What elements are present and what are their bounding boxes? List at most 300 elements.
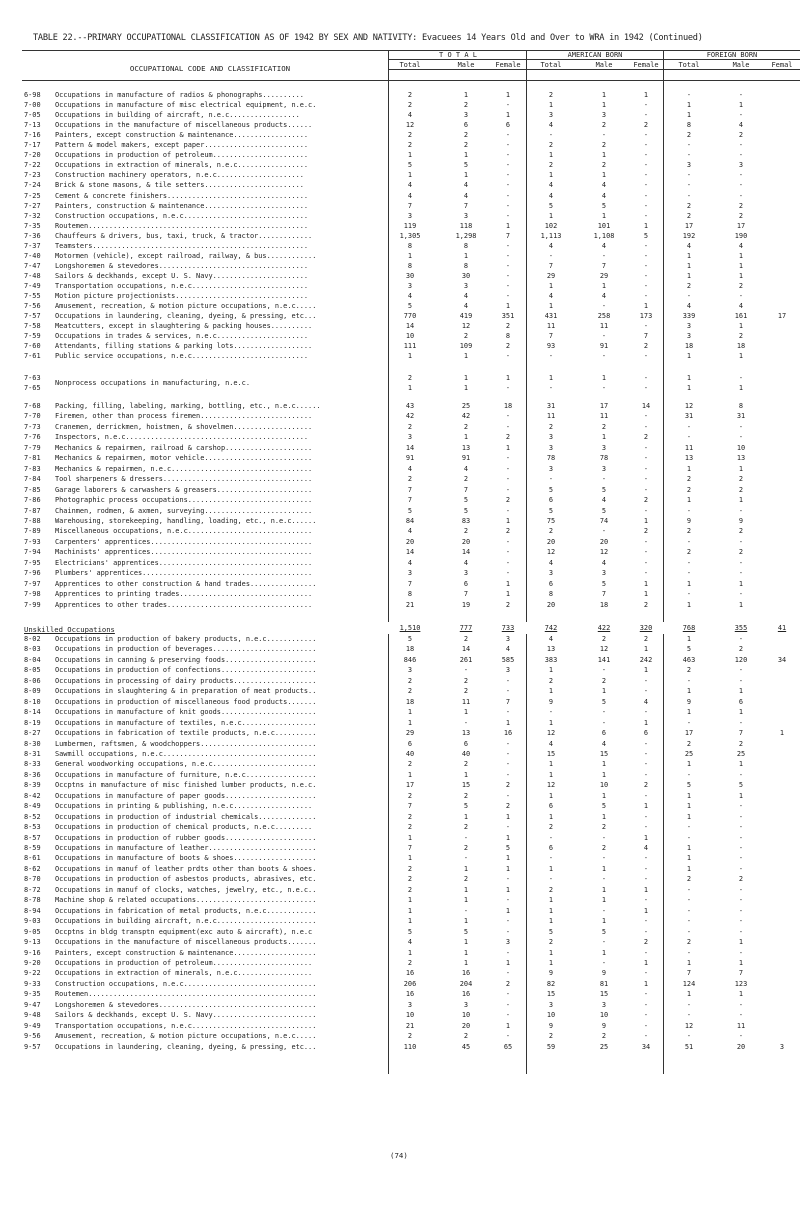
- cell-american-male: 1: [601, 281, 607, 290]
- cell-foreign-male: -: [738, 770, 744, 779]
- row-code: 7-87: [24, 506, 41, 515]
- cell-total-total: 7: [407, 802, 413, 811]
- cell-american-female: 1: [643, 579, 649, 588]
- cell-total-female: 2: [505, 600, 511, 609]
- table-row: [0, 231, 800, 241]
- row-code: 7-58: [24, 322, 41, 331]
- cell-total-female: -: [505, 201, 511, 210]
- cell-american-total: 1: [548, 791, 554, 800]
- cell-foreign-total: 51: [684, 1042, 694, 1051]
- cell-american-total: 29: [546, 271, 556, 280]
- cell-american-male: 1: [601, 885, 607, 894]
- cell-american-female: -: [643, 454, 649, 463]
- cell-foreign-total: 2: [686, 938, 692, 947]
- cell-american-male: 91: [599, 342, 609, 351]
- cell-total-total: 770: [403, 312, 417, 321]
- header-american-total: Total: [540, 61, 562, 69]
- cell-american-female: 1: [643, 802, 649, 811]
- cell-american-male: 5: [601, 579, 607, 588]
- header-group-total: T O T A L: [439, 51, 477, 59]
- table-row: [0, 432, 800, 442]
- cell-foreign-male: -: [738, 864, 744, 873]
- cell-foreign-male: 3: [738, 161, 744, 170]
- row-code: 8-03: [24, 645, 41, 654]
- cell-total-male: -: [463, 906, 469, 915]
- cell-total-female: 1: [505, 111, 511, 120]
- table-row: [0, 383, 800, 393]
- cell-american-male: -: [601, 958, 607, 967]
- cell-foreign-male: 1: [738, 101, 744, 110]
- cell-total-female: -: [505, 896, 511, 905]
- cell-total-total: 42: [405, 412, 415, 421]
- row-label: Occupations in manufacture of furniture, n.e.c.................: [55, 770, 317, 779]
- cell-foreign-male: -: [738, 141, 744, 150]
- cell-total-female: -: [505, 384, 511, 392]
- cell-total-total: 2: [407, 958, 413, 967]
- row-label: Brick & stone masons, & tile setters........................: [55, 181, 304, 190]
- row-code: 7-47: [24, 261, 41, 270]
- cell-total-male: 4: [463, 191, 469, 200]
- row-code: 7-86: [24, 496, 41, 505]
- cell-foreign-total: -: [686, 141, 692, 150]
- row-label: Sawmill occupations, n.e.c.....................................: [55, 749, 317, 758]
- cell-foreign-total: 2: [686, 666, 692, 675]
- cell-american-female: 2: [643, 781, 649, 790]
- cell-american-male: 9: [601, 969, 607, 978]
- cell-total-female: 1: [505, 374, 511, 382]
- cell-foreign-total: 12: [684, 402, 694, 410]
- cell-american-female: -: [643, 537, 649, 546]
- row-code: 7-05: [24, 111, 41, 120]
- cell-american-female: -: [643, 261, 649, 270]
- cell-american-female: -: [643, 569, 649, 578]
- cell-total-female: 65: [503, 1042, 513, 1051]
- cell-total-male: 1: [463, 896, 469, 905]
- cell-foreign-male: 2: [738, 281, 744, 290]
- cell-american-male: 3: [601, 464, 607, 473]
- cell-foreign-male: 7: [738, 729, 744, 738]
- header-foreign-female: Femal: [771, 61, 793, 69]
- cell-american-female: 14: [641, 402, 651, 410]
- cell-american-total: 3: [548, 569, 554, 578]
- cell-total-male: 16: [461, 990, 471, 999]
- cell-total-female: 1: [505, 1021, 511, 1030]
- row-code: 8-49: [24, 802, 41, 811]
- cell-american-male: 5: [601, 506, 607, 515]
- cell-foreign-total: 1: [686, 791, 692, 800]
- cell-american-total: 11: [546, 412, 556, 421]
- cell-foreign-total: 5: [686, 645, 692, 654]
- row-label: Occupations in the manufacture of miscellaneous products.......: [55, 938, 317, 947]
- cell-foreign-male: 2: [738, 527, 744, 536]
- cell-foreign-total: 1: [686, 271, 692, 280]
- table-row: [0, 864, 800, 874]
- row-label: Plumbers' apprentices.........................................: [55, 569, 313, 578]
- cell-foreign-male: 4: [738, 302, 744, 311]
- cell-american-female: 1: [643, 302, 649, 311]
- cell-foreign-total: 1: [686, 635, 692, 643]
- header-american-male: Male: [595, 61, 613, 69]
- cell-total-total: 17: [405, 781, 415, 790]
- cell-american-female: 1: [643, 833, 649, 842]
- cell-american-total: 15: [546, 749, 556, 758]
- cell-american-total: 2: [548, 422, 554, 431]
- cell-total-male: 6: [463, 121, 469, 130]
- row-code: 8-39: [24, 781, 41, 790]
- table-row: [0, 958, 800, 968]
- cell-total-total: 110: [403, 1042, 417, 1051]
- cell-american-total: 6: [548, 802, 554, 811]
- cell-american-total: 1: [548, 302, 554, 311]
- row-label: Mechanics & repairmen, motor vehicle..........................: [55, 454, 313, 463]
- row-label: Lumbermen, raftsmen, & woodchoppers............................: [55, 739, 317, 748]
- cell-total-male: 2: [463, 791, 469, 800]
- cell-total-male: 1: [463, 708, 469, 717]
- cell-american-total: 20: [546, 600, 556, 609]
- row-code: 7-97: [24, 579, 41, 588]
- table-row: [0, 927, 800, 937]
- cell-total-male: 25: [461, 402, 471, 410]
- cell-total-female: 2: [505, 433, 511, 442]
- cell-total-male: 2: [463, 1032, 469, 1041]
- table-row: [0, 644, 800, 654]
- row-label: Miscellaneous occupations, n.e.c..............................: [55, 527, 313, 536]
- cell-american-male: 1,108: [593, 231, 615, 240]
- row-label: Pattern & model makers, except paper.........................: [55, 141, 309, 150]
- row-label: Tool sharpeners & dressers....................................: [55, 475, 313, 484]
- table-row: [0, 937, 800, 947]
- row-code: 7-56: [24, 302, 41, 311]
- row-code: 7-36: [24, 231, 41, 240]
- cell-foreign-male: -: [738, 948, 744, 957]
- row-code: 7-25: [24, 191, 41, 200]
- cell-american-total: -: [548, 475, 554, 484]
- cell-american-total: 2: [548, 823, 554, 832]
- cell-american-total: 75: [546, 516, 556, 525]
- row-label: Firemen, other than process firemen...........................: [55, 412, 313, 421]
- cell-total-male: 2: [463, 475, 469, 484]
- header-total-total: Total: [399, 61, 421, 69]
- cell-american-male: 29: [599, 271, 609, 280]
- cell-american-total: 4: [548, 241, 554, 250]
- table-row: [0, 464, 800, 474]
- cell-total-total: 7: [407, 485, 413, 494]
- row-code: 8-94: [24, 906, 41, 915]
- row-code: 7-00: [24, 101, 41, 110]
- cell-foreign-male: -: [738, 812, 744, 821]
- cell-total-total: 10: [405, 1011, 415, 1020]
- cell-total-male: 2: [463, 844, 469, 852]
- table-row: [0, 1042, 800, 1052]
- cell-american-total: 1: [548, 812, 554, 821]
- cell-total-female: 1: [505, 812, 511, 821]
- cell-american-male: 1: [601, 812, 607, 821]
- cell-foreign-male: 1: [738, 600, 744, 609]
- cell-american-total: 1: [548, 896, 554, 905]
- cell-american-total: 1: [548, 687, 554, 696]
- row-label: Sailors & deckhands, except U. S. Navy.......................: [55, 271, 309, 280]
- row-label: Construction machinery operators, n.e.c.....................: [55, 171, 304, 180]
- row-label: Photographic process occupations..............................: [55, 496, 313, 505]
- cell-american-female: -: [643, 676, 649, 685]
- cell-total-female: 5: [505, 844, 511, 852]
- cell-total-male: 1: [463, 864, 469, 873]
- cell-american-male: 4: [601, 241, 607, 250]
- cell-foreign-total: -: [686, 1011, 692, 1020]
- table-row: [0, 241, 800, 251]
- cell-total-male: 204: [459, 979, 473, 988]
- table-row: [0, 1021, 800, 1031]
- row-code: 9-48: [24, 1011, 41, 1020]
- cell-foreign-male: 1: [738, 271, 744, 280]
- cell-american-male: -: [601, 131, 607, 140]
- table-row: [0, 759, 800, 769]
- cell-foreign-male: 2: [738, 332, 744, 341]
- cell-american-female: 1: [643, 645, 649, 654]
- cell-foreign-total: 1: [686, 864, 692, 873]
- table-row: [0, 822, 800, 832]
- row-code: 9-22: [24, 969, 41, 978]
- row-code: 7-99: [24, 600, 41, 609]
- row-label: Occupations in fabrication of metal products, n.e.c............: [55, 906, 317, 915]
- row-code: 8-04: [24, 655, 41, 664]
- cell-total-male: 45: [461, 1042, 471, 1051]
- cell-total-total: 21: [405, 600, 415, 609]
- cell-american-total: -: [548, 708, 554, 717]
- table-row: [0, 853, 800, 863]
- cell-foreign-male: 20: [736, 1042, 746, 1051]
- row-code: 7-57: [24, 312, 41, 321]
- cell-total-male: 4: [463, 558, 469, 567]
- cell-american-female: -: [643, 687, 649, 696]
- cell-foreign-total: -: [686, 833, 692, 842]
- cell-american-male: 78: [599, 454, 609, 463]
- cell-american-female: -: [643, 823, 649, 832]
- cell-total-male: 2: [463, 422, 469, 431]
- cell-total-male: 1: [463, 770, 469, 779]
- cell-total-total: 14: [405, 548, 415, 557]
- table-row: [0, 843, 800, 853]
- cell-american-total: 2: [548, 527, 554, 536]
- row-label: Occupations in manufacture of textiles, n.e.c..................: [55, 718, 317, 727]
- cell-foreign-male: 25: [736, 749, 746, 758]
- cell-foreign-male: -: [738, 91, 744, 99]
- cell-total-male: 1: [463, 171, 469, 180]
- cell-american-total: 1: [548, 948, 554, 957]
- cell-american-female: -: [643, 292, 649, 300]
- cell-american-female: -: [643, 760, 649, 769]
- cell-foreign-total: -: [686, 590, 692, 599]
- cell-foreign-total: 1: [686, 812, 692, 821]
- row-label: Occupations in processing of dairy products....................: [55, 676, 317, 685]
- cell-american-male: 4: [601, 558, 607, 567]
- cell-american-male: 1: [601, 374, 607, 382]
- row-label: Cranemen, derrickmen, hoistmen, & shovelmen...................: [55, 422, 313, 431]
- cell-total-female: 2: [505, 342, 511, 351]
- cell-american-female: 1: [643, 906, 649, 915]
- table-row: [0, 791, 800, 801]
- cell-american-male: 2: [601, 635, 607, 643]
- cell-american-total: 20: [546, 537, 556, 546]
- cell-total-total: 10: [405, 332, 415, 341]
- cell-total-male: 12: [461, 322, 471, 331]
- cell-total-female: 7: [505, 231, 511, 240]
- rule-sub: [388, 69, 800, 70]
- table-row: [0, 331, 800, 341]
- cell-total-male: 5: [463, 161, 469, 170]
- cell-total-total: 40: [405, 749, 415, 758]
- row-code: 7-49: [24, 281, 41, 290]
- cell-american-female: 320: [639, 624, 653, 632]
- row-label: Occupations in printing & publishing, n.e.c...................: [55, 802, 313, 811]
- cell-total-female: -: [505, 292, 511, 300]
- table-row: [0, 341, 800, 351]
- cell-american-female: 1: [643, 221, 649, 230]
- table-row: [0, 833, 800, 843]
- cell-american-female: -: [643, 854, 649, 863]
- cell-american-female: -: [643, 739, 649, 748]
- cell-american-male: 2: [601, 141, 607, 150]
- cell-foreign-male: 1: [738, 464, 744, 473]
- cell-foreign-total: -: [686, 1032, 692, 1041]
- row-label: Mechanics & repairmen, n.e.c..................................: [55, 464, 313, 473]
- cell-total-total: 8: [407, 261, 413, 270]
- cell-american-male: -: [601, 906, 607, 915]
- row-code: 9-57: [24, 1042, 41, 1051]
- row-code: 7-70: [24, 412, 41, 421]
- row-code: 7-83: [24, 464, 41, 473]
- table-row: [0, 150, 800, 160]
- cell-american-total: 1: [548, 666, 554, 675]
- cell-foreign-male: 6: [738, 697, 744, 706]
- cell-american-male: 1: [601, 171, 607, 180]
- cell-total-female: 1: [505, 590, 511, 599]
- cell-american-male: -: [601, 302, 607, 311]
- row-label: Nonprocess occupations in manufacturing, n.e.c.: [55, 379, 250, 387]
- cell-total-female: -: [505, 548, 511, 557]
- table-row: [0, 634, 800, 644]
- cell-total-male: 4: [463, 464, 469, 473]
- row-label: Routemen.....................................................: [55, 221, 309, 230]
- cell-american-female: 4: [643, 697, 649, 706]
- cell-foreign-total: 2: [686, 131, 692, 140]
- row-code: 7-76: [24, 433, 41, 442]
- cell-total-total: 6: [407, 739, 413, 748]
- cell-foreign-male: 1: [738, 687, 744, 696]
- cell-total-total: 29: [405, 729, 415, 738]
- row-code: 7-23: [24, 171, 41, 180]
- cell-foreign-total: 1: [686, 990, 692, 999]
- cell-american-female: 1: [643, 979, 649, 988]
- row-label: Amusement, recreation, & motion picture occupations, n.e.c.....: [55, 302, 317, 311]
- table-row: [0, 885, 800, 895]
- cell-total-female: -: [505, 537, 511, 546]
- row-code: 8-61: [24, 854, 41, 863]
- cell-total-female: 2: [505, 781, 511, 790]
- cell-total-total: 21: [405, 1021, 415, 1030]
- table-row: [0, 170, 800, 180]
- cell-american-male: 15: [599, 990, 609, 999]
- cell-american-female: -: [643, 352, 649, 361]
- cell-american-total: 383: [544, 655, 558, 664]
- row-code: 8-62: [24, 864, 41, 873]
- cell-foreign-total: -: [686, 718, 692, 727]
- table-row: [0, 301, 800, 311]
- cell-total-male: 4: [463, 302, 469, 311]
- cell-american-male: 7: [601, 261, 607, 270]
- cell-total-male: 1: [463, 91, 469, 99]
- cell-total-male: -: [463, 833, 469, 842]
- cell-total-female: 733: [501, 624, 515, 632]
- cell-foreign-female: 1: [779, 729, 785, 738]
- cell-total-male: 1: [463, 352, 469, 361]
- row-code: 8-27: [24, 729, 41, 738]
- cell-american-total: 5: [548, 927, 554, 936]
- cell-total-male: 1: [463, 433, 469, 442]
- row-label: Routemen.......................................................: [55, 990, 317, 999]
- table-row: [0, 1031, 800, 1041]
- row-code: 7-94: [24, 548, 41, 557]
- table-row: [0, 443, 800, 453]
- row-code: 8-09: [24, 687, 41, 696]
- cell-foreign-male: 13: [736, 454, 746, 463]
- cell-american-total: 3: [548, 111, 554, 120]
- cell-total-female: -: [505, 1011, 511, 1020]
- cell-american-female: -: [643, 864, 649, 873]
- cell-american-total: 11: [546, 322, 556, 331]
- cell-foreign-male: 9: [738, 516, 744, 525]
- cell-american-female: -: [643, 791, 649, 800]
- cell-american-female: -: [643, 422, 649, 431]
- cell-total-male: 1: [463, 938, 469, 947]
- cell-total-female: 18: [503, 402, 513, 410]
- cell-american-male: -: [601, 475, 607, 484]
- row-code: 7-93: [24, 537, 41, 546]
- cell-american-male: 3: [601, 1000, 607, 1009]
- cell-american-male: 6: [601, 729, 607, 738]
- cell-american-male: 12: [599, 645, 609, 654]
- cell-american-total: -: [548, 384, 554, 392]
- row-code: 7-61: [24, 352, 41, 361]
- row-label: Occupations in laundering, cleaning, dyeing, & pressing, etc...: [55, 1042, 317, 1051]
- cell-total-male: 2: [463, 875, 469, 884]
- cell-foreign-total: -: [686, 948, 692, 957]
- cell-foreign-total: -: [686, 181, 692, 190]
- cell-american-total: 12: [546, 781, 556, 790]
- header-group-american: AMERICAN BORN: [567, 51, 623, 59]
- cell-total-female: 1: [505, 958, 511, 967]
- cell-american-female: -: [643, 191, 649, 200]
- row-code: 7-79: [24, 443, 41, 452]
- row-label: Inspectors, n.e.c............................................: [55, 433, 309, 442]
- table-row: [0, 180, 800, 190]
- cell-foreign-male: 11: [736, 1021, 746, 1030]
- row-label: Occupations in production of rubber goods......................: [55, 833, 317, 842]
- row-code: 9-49: [24, 1021, 41, 1030]
- rule-head-bottom: [22, 80, 800, 81]
- cell-american-male: 1: [601, 687, 607, 696]
- row-label: Longshoremen & stevedores......................................: [55, 1000, 317, 1009]
- row-label: Machine shop & related occupations.............................: [55, 896, 317, 905]
- row-label: Painters, except construction & maintenance..................: [55, 131, 309, 140]
- cell-total-total: 1: [407, 251, 413, 260]
- cell-foreign-total: 7: [686, 969, 692, 978]
- cell-american-total: -: [548, 352, 554, 361]
- cell-total-female: -: [505, 990, 511, 999]
- row-label: Meatcutters, except in slaughtering & packing houses..........: [55, 322, 313, 331]
- cell-american-total: 1: [548, 718, 554, 727]
- cell-foreign-male: 2: [738, 211, 744, 220]
